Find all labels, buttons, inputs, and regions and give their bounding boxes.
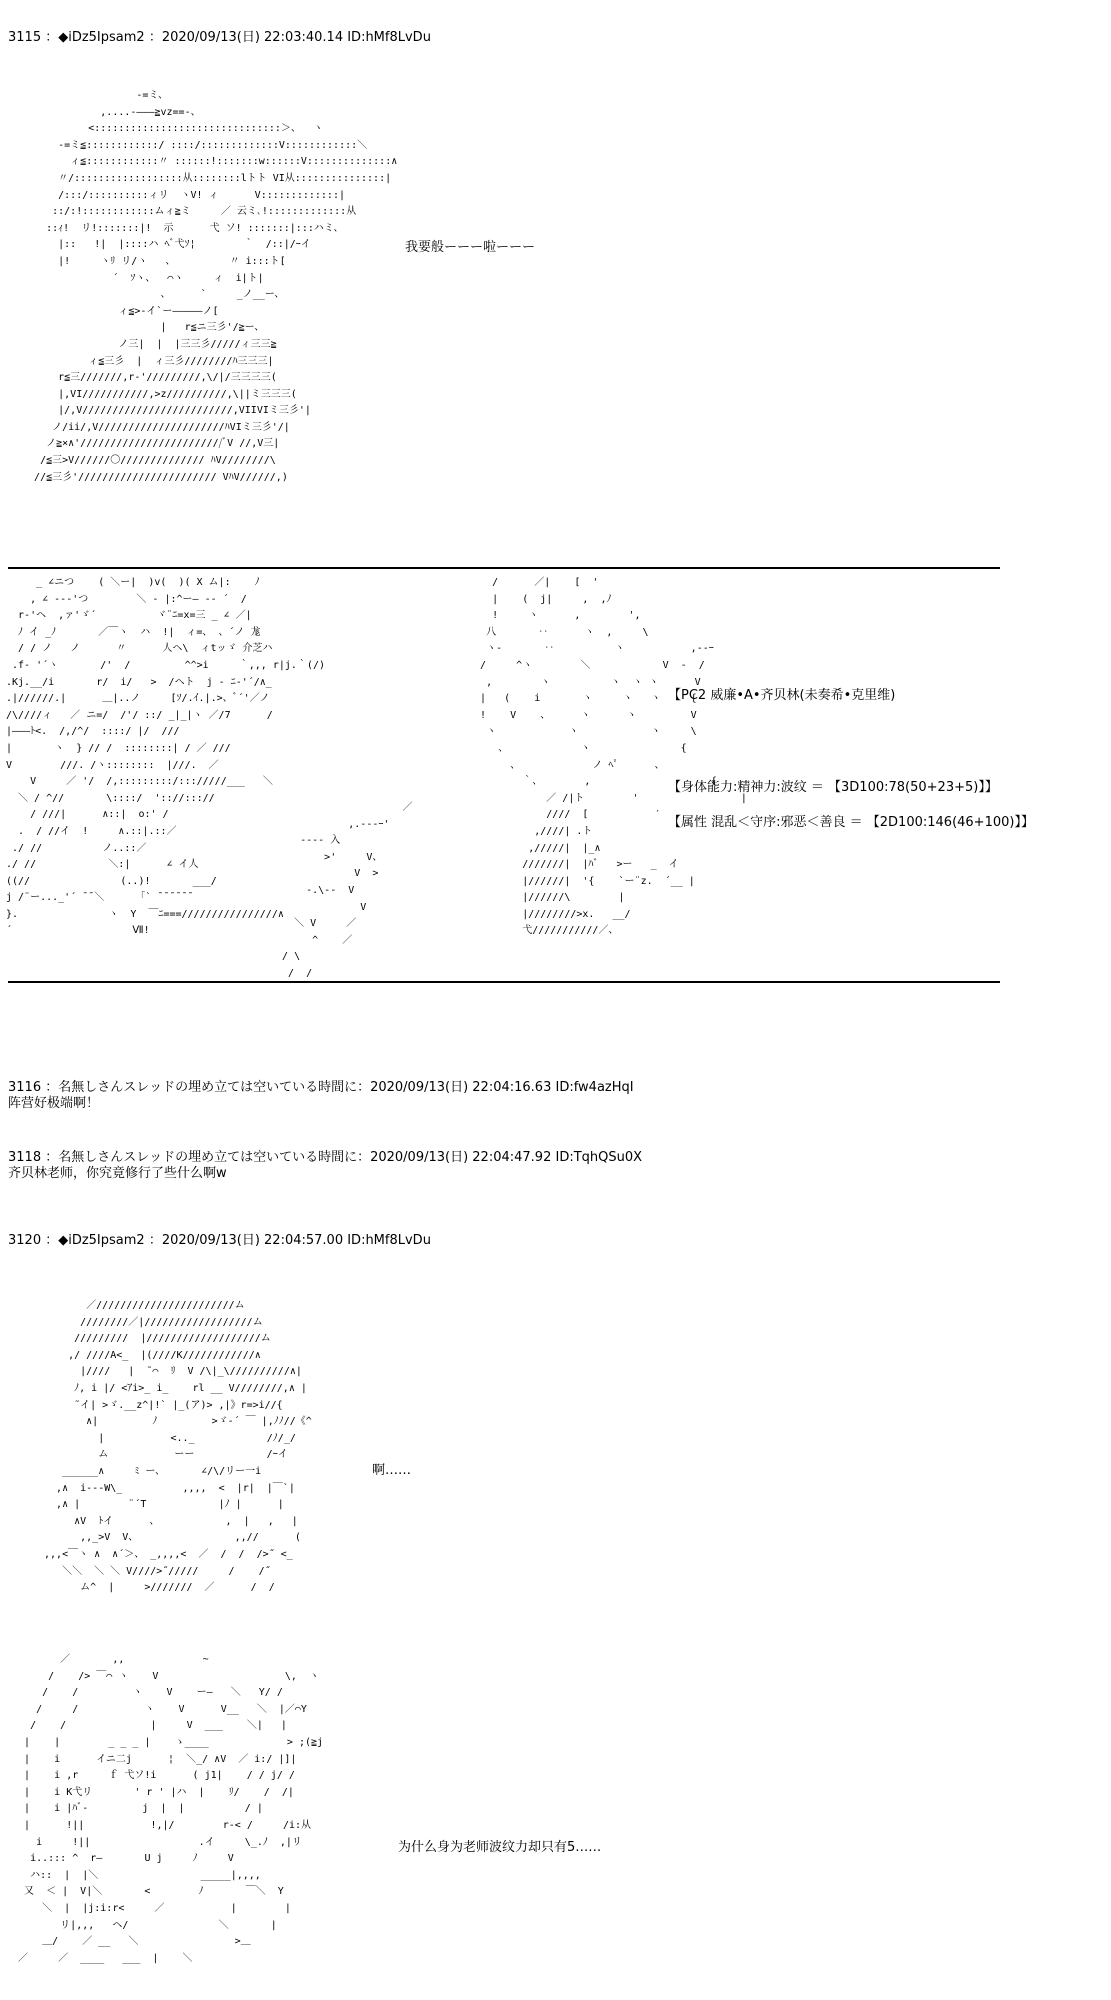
post-header-3118: 3118 ：名無しさんスレッドの埋め立ては空いている時間に：2020/09/13(日) 22:04:47.92 ID:TqhQSu0X: [8, 1150, 643, 1165]
ascii-art-panel-left: _ ∠ニつ ( ＼ー| )v( )( X ム|: ﾉ , ∠ ---'つ ＼ ‐ |:^ー― -‐ ´ / r‐'ヘ ,ァ'ゞ´ ヾ¨ﾆ=x=三 _ ∠ ／| ﾉ イ _ﾉ ／￣ヽ ハ !| ィ=、 、´ノ 尨 / / ノ ノ 〃 人ヘ\ ィtッゞ 介芝ハ .f‐ '´ヽ /' / ^^>i ｀,,, r|j.｀(/) .Kj.__/i r/ i/ > /ヘト j ‐ ﾆ-'´/∧_ .|//////.| ＿|..ノ [ｿ/.ｲ.|.>、ﾞ´'／ノ /\////ィ ／ ニ=/ /'/ ::/ _|_|ヽ ／/7 / |―――ﾄ<. /,/^/ ::::/ |/ /// | ヽ } // / ::::::::| / ／ /// V ///. /ヽ:::::::: |///. ／ V ／ '/ /,:::::::::/::://///___ ＼ ＼ / ^// \::::/ ':://:::// / ///| ∧::| o:' / . / //イ ! ∧.::|.::／ ./ // ノ..::／ ./ // ＼:| ∠ イ人 ((// (..)! ___/ j /¨ー..._'´ ̄ ̄ ＼ ｢` ̄ ̄ ̄ ̄ ̄ ̄ }. ヽ Y ￣ﾆ===////////////////∧ ´ Ⅶ!: [6, 577, 325, 937]
post-body-3116: 阵营好极端啊！: [8, 1096, 100, 1111]
ascii-art-kid-shouting: -=ミ、 ,....-―――≧vz==-、 <:::::::::::::::::::::::::::::::＞、 ヽ -=ミ≦::::::::::::/ ::::/:::::::::::::V::::::::::::＼ ィ≦::::::::::::〃 ::::::!:::::::w::::::V::::::::::::::∧ 〃/::::::::::::::::::从::::::::lトト VI从:::::::::::::::| /:::/::::::::::ィリ ヽV! ィ V:::::::::::::| ::/:!::::::::::::ムィ≧ミ ／ 云ミ､!:::::::::::::从 ::ｨ! リ!:::::::|! 示 弋 ソ! :::::::|:::ハミ、 |:: !| |::::ハ ﾍﾞ弋ｿ¦ ｀ /::|/ｰイ |! ヽﾘ リ/ヽ 、 〃 i:::ト[ ´ ｿヽ、 ⌒ヽ ィ i|ト| 、 ` _ノ__ー、 ィ≦>-イ`ー―――――ノ[ | r≦ニ三彡'/≧ー、 ノ三| | |三三彡/////ィ三三≧ ィ≦三彡 | ィ三彡////////ﾊ三三三| r≦三///////,r-'/////////,\/|/三三三三( |,VI///////////,>z//////////,\||ミ三三三( |/,V/////////////////////////,VIIVIミ三彡'| ノ/ii/,V/////////////////////ﾊVIミ三彡'/| ノ≧×∧'////////////////////////ﾞV //,V三| /≦三>V//////〇////////////// ﾊV////////\ //≦三彡'/////////////////////// VﾊV//////,): [34, 90, 398, 483]
divider-bottom: [8, 981, 1000, 983]
post-header-3120: 3120 ：◆iDz5Ipsam2 ：2020/09/13(日) 22:04:57.00 ID:hMf8LvDu: [8, 1233, 431, 1248]
speech-line: 我要般ーーー啦ーーー: [405, 240, 536, 255]
stat-pc-name: 【PC2 威廉•A•齐贝林(未奏希•克里维): [668, 688, 896, 703]
ascii-art-panel-right: / ／| [ ' | ( j| , ,ﾉ ! ヽ , ', 八 ‥ ヽ , \ ヽ‐ ‥ ヽ ,--ｰ / ^ヽ ＼ V - / , ヽ ヽ ヽ ヽ V | ( i ヽ ヽ ヽ { ! V 、 ヽ ヽ V ヽ ヽ ヽ \ 、 ヽ { 、 ノ ﾍﾟ 、 ｀、 , { ／ /|ト ' | //// [ ′ ,////| .ト ,/////| |_∧ ///////| |ﾊﾞ >ー _ イ |//////| '{ `ー¨z. ´__ | |//////\ | |////////>x. __/ 弋///////////／、: [480, 577, 747, 937]
ascii-art-face-closeup: ／ ,, ~ / /> ￣⌒ ヽ V \, ヽ / / ヽ V ー― ＼ Y/ / / / ヽ V V__ ＼ |／⌒Y / / | V ___ ＼| | | | _ _ _ | ゝ____ > ;(≧j | i イニ二j ¦ ＼_/ ∧V ／ i:/ |]| | i ,r ｆ 弋ソ!i ( j1| / / j/ / | i K弋リ ' r ' |ハ | ﾘ/ / /| | i |ﾊﾞ‐ j | | / | | !|| !,|/ r‐< / /i:从 i !|| .イ \_.ﾉ ,|リ i..::: ^ r― U j ﾉ V ハ:: | |＼ _____|,,,, 又 ＜ | V|＼ < ﾉ ￣＼ Y ＼ | |j:i:r< ／ | | リ|,,, ヘ/ ＼ | ＿/ ／ __ ＼ >＿ ／ ／ ____ ___ | ＼: [18, 1654, 324, 1964]
post-body-3118: 齐贝林老师，你究竟修行了些什么啊w: [8, 1166, 227, 1181]
speech-question: 为什么身为老师波纹力却只有5……: [398, 1840, 602, 1855]
divider-top: [8, 567, 1000, 569]
ascii-art-teacher: ／///////////////////////ム ////////／|//////////////////ム ///////// |///////////////////ム ,/ ////A<_ |(////K////////////∧ |//// | ˜⌒ ﾘ V /\|_\//////////∧| ﾉ, i |/ <ｱi>_ i_ rl __ V////////,∧ | ˜イ| >ゞ.__z^|!` |_(ア)> ,|》r=>i//{ ∧| ﾉ >ゞ-´ ￣ |,ﾉﾉ//《^ | <.._ /ﾉ/_/ ム ーー /ｰイ ______∧ ﾐ ー、 ∠/\/リー一i ,∧ i‐‐‐W\_ ,,,, < |r| |￣`| ,∧ | ¨´T |ﾉ | | ∧V ﾄイ 、 , | , | ,,_>V V、 ,,// ( ,,,<￣ヽ ∧ ∧´＞、 _,,,,< ／ / / />˝ <_ ＼＼ ＼ ＼ V////>˝///// / /˝ ム^ | >/////// ／ / /: [44, 1300, 312, 1594]
ascii-art-panel-middle: ／ ,.---ｰ' ---- 入 >' V、 V > -.\-- V V ＼ V ／ ^ ／ / \ / /: [282, 802, 413, 979]
speech-ah: 啊……: [372, 1463, 412, 1478]
stat-attribute: 【属性 混乱＜守序:邪恶＜善良 ＝ 【2D100:146(46+100)】】: [668, 815, 1034, 830]
post-header-3116: 3116 ：名無しさんスレッドの埋め立ては空いている時間に：2020/09/13(日) 22:04:16.63 ID:fw4azHqI: [8, 1080, 634, 1095]
stat-ability: 【身体能力:精神力:波纹 ＝ 【3D100:78(50+23+5)】】: [668, 780, 998, 795]
post-header-3115: 3115 ：◆iDz5Ipsam2 ：2020/09/13(日) 22:03:40.14 ID:hMf8LvDu: [8, 30, 431, 45]
